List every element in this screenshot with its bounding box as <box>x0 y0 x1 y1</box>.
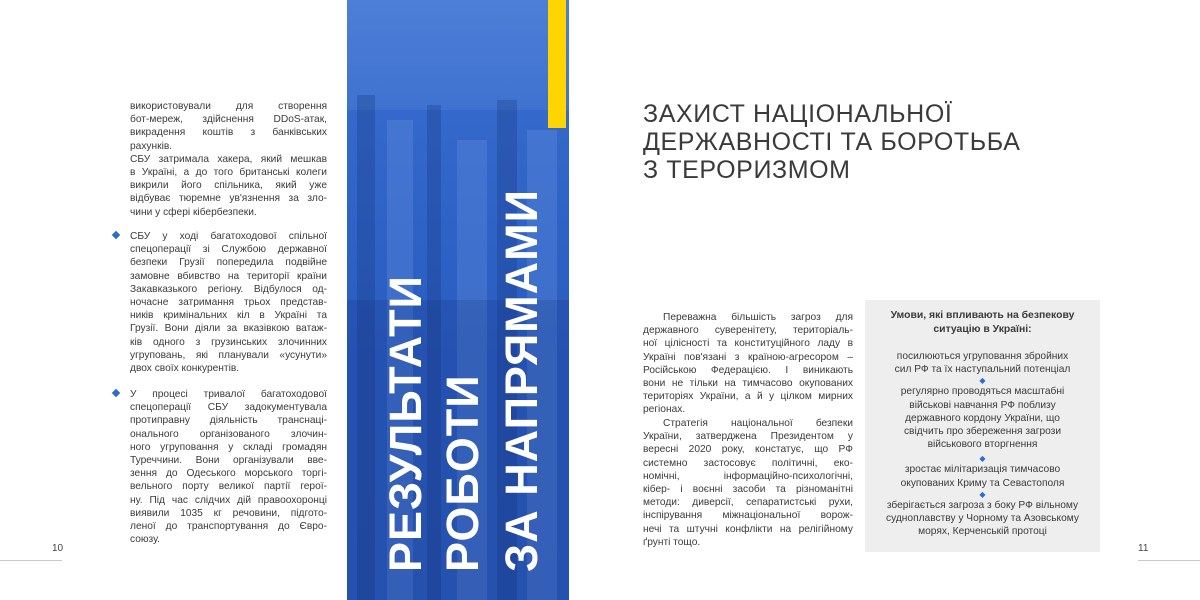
diamond-bullet-icon <box>112 231 120 239</box>
section-title: ЗАХИСТ НАЦІОНАЛЬНОЇ ДЕРЖАВНОСТІ ТА БОРОТЬБА З ТЕРОРИЗМОМ <box>643 100 1021 184</box>
left-footer-rule <box>0 560 62 561</box>
diamond-separator-icon: ◆ <box>979 376 986 386</box>
diamond-bullet-icon <box>112 389 120 397</box>
diamond-separator-icon: ◆ <box>979 454 986 464</box>
right-footer-rule <box>1138 560 1200 561</box>
city-photo-panel <box>347 0 569 600</box>
diamond-separator-icon: ◆ <box>979 489 986 499</box>
right-paragraph-1: Переважна більшість загроз для державного суверенітету, територіаль- ної цілісності та конституційного ладу в Україні пов'язані з країною-агресором – Російською Федерацією. І виникають вони не тільки на тимчасово окупованих територіях України, а й у цілком мирних регіонах. <box>643 312 853 416</box>
condition-item-1: посилюються угруповання збройних сил РФ та їх наступальний потенціал <box>894 351 1071 376</box>
left-bullet-1: СБУ у ході багатоходової спільної спецоперації зі Службою державної безпеки Грузії попередила подвійне замовне вбивство на території країни Закавказького регіону. Відбулося од- ночасне затримання трьох представ- ників кримінальних кіл в Україні та Грузії. Вони діяли за вказівкою ватаж- ків одного з грузинських злочинних угруповань, які планували «усунути» двох своїх конкурентів. <box>130 230 327 375</box>
photo-sky <box>347 0 569 110</box>
vertical-title-line-3: ЗА НАПРЯМАМИ <box>496 189 547 572</box>
page-number-left: 10 <box>52 543 64 554</box>
left-bullet-2: У процесі тривалої багатоходової спецоперації СБУ задокументувала протиправну діяльність транснаці- онального організованого злочин- ного угруповання у складі громадян Туреччини. Вони організували вве- зення до Одеського морського торгі- вельного порту великої партії герої- ну. Під час слідчих дій правоохоронці виявили 1035 кг речовини, підгото- леної до транспортування до Євро- союзу. <box>130 388 327 546</box>
left-intro-text: використовували для створення бот-мереж, здійснення DDoS-атак, викрадення коштів з банківських рахунків. СБУ затримала хакера, який мешкав в Україні, а до того британські колеги викрили його спільника, який уже відбуває тюремне ув'язнення за зло- чини у сфері кібербезпеки. <box>130 101 327 218</box>
conditions-heading: Умови, які впливають на безпекову ситуацію в Україні: <box>890 310 1075 335</box>
condition-item-2: регулярно проводяться масштабні військові навчання РФ поблизу державного кордону України, що свідчить про збереження загрози військового вторгнення <box>900 386 1065 451</box>
condition-item-3: зростає мілітаризація тимчасово окупованих Криму та Севастополя <box>900 464 1065 489</box>
condition-item-4: зберігається загроза з боку РФ вільному судноплавству у Чорному та Азовському морях, Керченській протоці <box>886 499 1079 538</box>
vertical-title-line-2: РОБОТИ <box>437 374 488 572</box>
conditions-box <box>865 300 1100 552</box>
page-number-right: 11 <box>1138 543 1149 554</box>
right-paragraph-2: Стратегія національної безпеки України, затверджена Президентом у вересні 2020 року, констатує, що РФ системно застосовує політичні, еко- номічні, інформаційно-психологічні, кібер- і воєнні засоби та різноманітні методи: диверсії, сепаратистські рухи, інспірування міжнаціональної ворож- нечі та штучні конфлікти на релігійному ґрунті тощо. <box>643 418 853 548</box>
vertical-title-line-1: РЕЗУЛЬТАТИ <box>380 275 431 572</box>
yellow-accent-bar <box>548 0 566 128</box>
